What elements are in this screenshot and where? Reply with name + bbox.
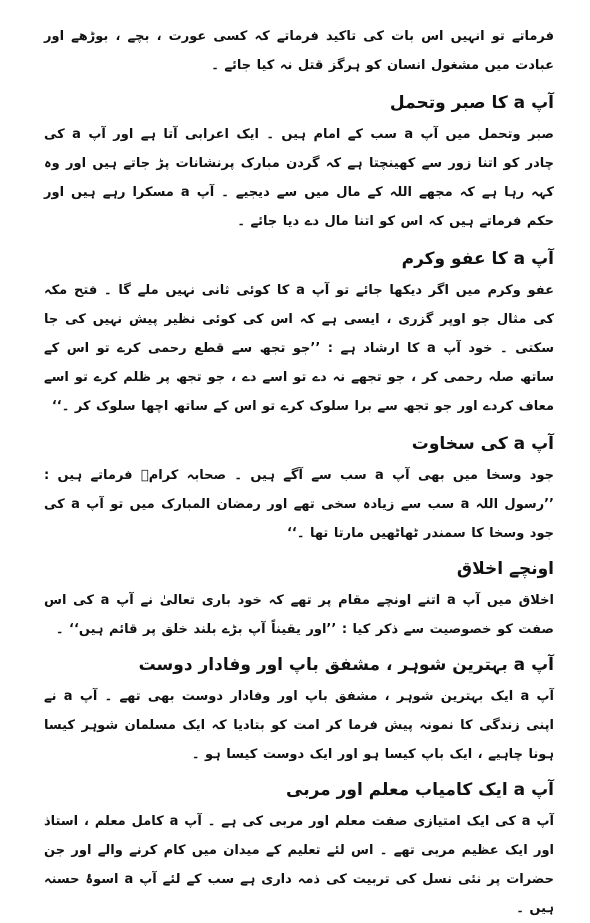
paragraph-intro: فرماتے تو انہیں اس بات کی تاکید فرماتے کہ کسی عورت ، بچے ، بوڑھے اور عبادت میں مشغول انسان کو ہرگز قتل نہ کیا جائے ۔ bbox=[44, 29, 554, 73]
heading-generosity: آپ a کی سخاوت bbox=[411, 434, 554, 454]
paragraph-family: آپ a ایک بہترین شوہر ، مشفق باپ اور وفادار دوست بھی تھے ۔ آپ a نے اپنی زندگی کا نمونہ پیش فرما کر امت کو بتادیا کہ ایک مسلمان شوہر کیسا ہونا چاہیے ، ایک باپ کیسا ہو اور ایک دوست کیسا ہو ۔ bbox=[44, 689, 555, 762]
paragraph-morals: اخلاق میں آپ a اتنے اونچے مقام پر تھے کہ خود باری تعالیٰ نے آپ a کی اس صفت کو خصوصیت سے ذکر کیا : ’’اور یقیناً آپ بڑے بلند خلق پر قائم ہیں‘‘ ۔ bbox=[44, 593, 554, 637]
heading-teacher: آپ a ایک کامیاب معلم اور مربی bbox=[286, 780, 554, 800]
heading-patience: آپ a کا صبر وتحمل bbox=[389, 93, 554, 113]
paragraph-teacher: آپ a کی ایک امتیازی صفت معلم اور مربی کی ہے ۔ آپ a کامل معلم ، استاذ اور ایک عظیم مربی تھے ۔ اس لئے تعلیم کے میدان میں کام کرنے والے اور جن حضرات پر نئی نسل کی تربیت کی ذمہ داری ہے سب کے لئے آپ a اسوۂ حسنہ ہیں ۔ bbox=[44, 814, 554, 916]
heading-family: آپ a بہترین شوہر ، مشفق باپ اور وفادار دوست bbox=[138, 655, 554, 675]
paragraph-generosity: جود وسخا میں بھی آپ a سب سے آگے ہیں ۔ صحابہ کرامؓ فرماتے ہیں : ’’رسول اللہ a سب سے زیادہ سخی تھے اور رمضان المبارک میں تو آپ a کی جود وسخا کا سمندر ٹھاٹھیں مارتا تھا ۔‘‘ bbox=[44, 468, 554, 541]
heading-forgiveness: آپ a کا عفو وکرم bbox=[401, 249, 554, 269]
paragraph-forgiveness: عفو وکرم میں اگر دیکھا جائے تو آپ a کا کوئی ثانی نہیں ملے گا ۔ فتح مکہ کی مثال جو اوپر گزری ، ایسی ہے کہ اس کی کوئی نظیر پیش نہیں کی جا سکتی ۔ خود آپ a کا ارشاد ہے : ’’جو تجھ سے قطع رحمی کرے تو اس کے ساتھ صلہ رحمی کر ، جو تجھے نہ دے تو اسے دے ، جو تجھ پر ظلم کرے تو اسے معاف کردے اور جو تجھ سے برا سلوک کرے تو اس کے ساتھ اچھا سلوک کر ۔‘‘ bbox=[44, 283, 554, 414]
paragraph-patience: صبر وتحمل میں آپ a سب کے امام ہیں ۔ ایک اعرابی آتا ہے اور آپ a کی چادر کو اتنا زور سے کھینچتا ہے کہ گردن مبارک پرنشانات پڑ جاتے ہیں اور وہ کہہ رہا ہے کہ مجھے اللہ کے مال میں سے دیجیے ۔ آپ a مسکرا رہے ہیں اور حکم فرماتے ہیں کہ اس کو اتنا مال دے دیا جائے ۔ bbox=[44, 127, 554, 229]
heading-morals: اونچے اخلاق bbox=[456, 559, 554, 579]
